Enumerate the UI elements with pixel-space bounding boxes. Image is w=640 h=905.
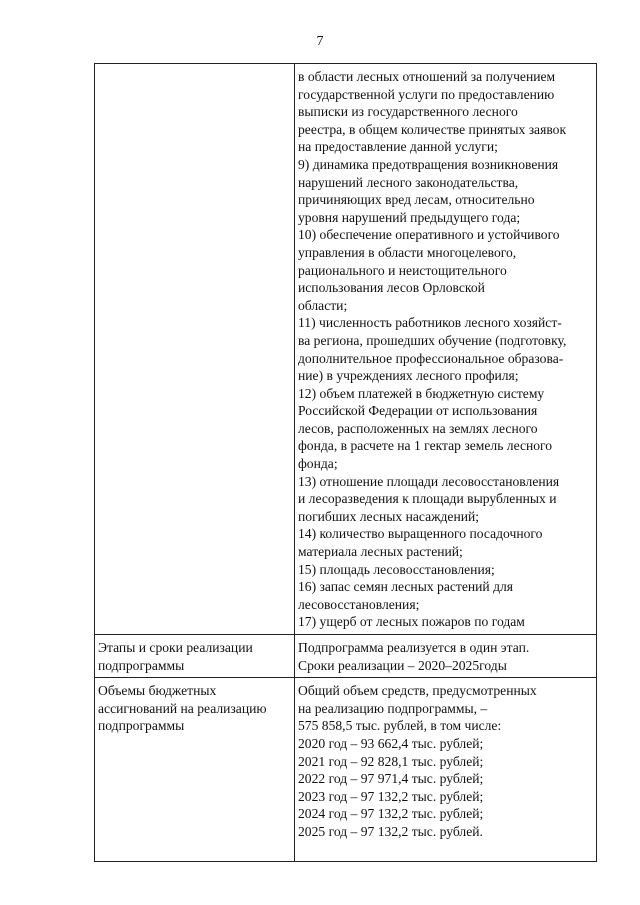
text-line: в области лесных отношений за получением bbox=[298, 69, 556, 84]
text-line: 2022 год – 97 971,4 тыс. рублей; bbox=[298, 771, 484, 787]
text-line: области; bbox=[298, 297, 348, 313]
text-line: рационального и неистощительного bbox=[298, 262, 507, 278]
text-line: дополнительное профессиональное образова- bbox=[298, 350, 564, 366]
table-row-indicators bbox=[95, 64, 597, 635]
stages-label-cell bbox=[95, 635, 295, 678]
text-line: управления в области многоцелевого, bbox=[298, 244, 517, 260]
text-line: погибших лесных насаждений; bbox=[298, 508, 480, 524]
text-line: 17) ущерб от лесных пожаров по годам bbox=[298, 614, 525, 630]
text-line: 13) отношение площади лесовосстановления bbox=[298, 473, 560, 489]
text-line: причиняющих вред лесам, относительно bbox=[298, 192, 535, 208]
table-row-stages bbox=[95, 635, 597, 678]
text-line: фонда, в расчете на 1 гектар земель лесного bbox=[298, 438, 553, 454]
text-line: 2021 год – 92 828,1 тыс. рублей; bbox=[298, 753, 484, 769]
stages-value-cell bbox=[295, 635, 597, 678]
text-line: Сроки реализации – 2020–2025годы bbox=[298, 657, 507, 673]
text-line: 2025 год – 97 132,2 тыс. рублей. bbox=[298, 823, 483, 839]
text-line: 11) численность работников лесного хозяйст- bbox=[298, 315, 562, 331]
text-line: на реализацию подпрограммы, – bbox=[298, 700, 488, 716]
text-line: 12) объем платежей в бюджетную систему bbox=[298, 385, 545, 401]
text-line: материала лесных растений; bbox=[298, 544, 463, 560]
text-line: ассигнований на реализацию bbox=[98, 700, 267, 716]
text-line: выписки из государственного лесного bbox=[298, 104, 518, 120]
text-line: реестра, в общем количестве принятых заявок bbox=[298, 121, 567, 137]
indicators-value-cell bbox=[295, 64, 597, 635]
text-line: 14) количество выращенного посадочного bbox=[298, 526, 543, 542]
text-line: государственной услуги по предоставлению bbox=[298, 86, 555, 102]
text-line: 9) динамика предотвращения возникновения bbox=[298, 156, 559, 172]
text-line: ние) в учреждениях лесного профиля; bbox=[298, 368, 519, 384]
subprogram-passport-table bbox=[94, 63, 597, 862]
text-line: Этапы и сроки реализации bbox=[98, 640, 253, 655]
text-line: 15) площадь лесовосстановления; bbox=[298, 561, 495, 577]
funding-value-cell bbox=[295, 678, 597, 862]
indicators-label-cell bbox=[95, 64, 295, 635]
text-line: Объемы бюджетных bbox=[98, 683, 217, 699]
text-line: и лесоразведения к площади вырубленных и bbox=[298, 491, 557, 507]
text-line: использования лесов Орловской bbox=[298, 280, 485, 296]
text-line: 10) обеспечение оперативного и устойчивого bbox=[298, 227, 560, 243]
table-row-funding bbox=[95, 678, 597, 862]
text-line: лесовосстановления; bbox=[298, 596, 420, 612]
text-line: 575 858,5 тыс. рублей, в том числе: bbox=[298, 718, 502, 734]
text-line: уровня нарушений предыдущего года; bbox=[298, 209, 521, 225]
text-line: Общий объем средств, предусмотренных bbox=[298, 683, 537, 699]
text-line: 16) запас семян лесных растений для bbox=[298, 579, 514, 595]
text-line: нарушений лесного законодательства, bbox=[298, 174, 519, 190]
text-line: лесов, расположенных на землях лесного bbox=[298, 420, 538, 436]
text-line: подпрограммы bbox=[98, 718, 185, 734]
text-line: 2020 год – 93 662,4 тыс. рублей; bbox=[298, 735, 484, 751]
text-line: подпрограммы bbox=[98, 657, 185, 673]
text-line: ва региона, прошедших обучение (подготовку, bbox=[298, 332, 567, 348]
text-line: 2024 год – 97 132,2 тыс. рублей; bbox=[298, 806, 484, 822]
page-number: 7 bbox=[316, 34, 324, 49]
text-line: Подпрограмма реализуется в один этап. bbox=[298, 640, 530, 655]
funding-label-cell bbox=[95, 678, 295, 862]
text-line: на предоставление данной услуги; bbox=[298, 139, 498, 155]
text-line: фонда; bbox=[298, 456, 338, 472]
text-line: 2023 год – 97 132,2 тыс. рублей; bbox=[298, 788, 484, 804]
text-line: Российской Федерации от использования bbox=[298, 403, 538, 419]
